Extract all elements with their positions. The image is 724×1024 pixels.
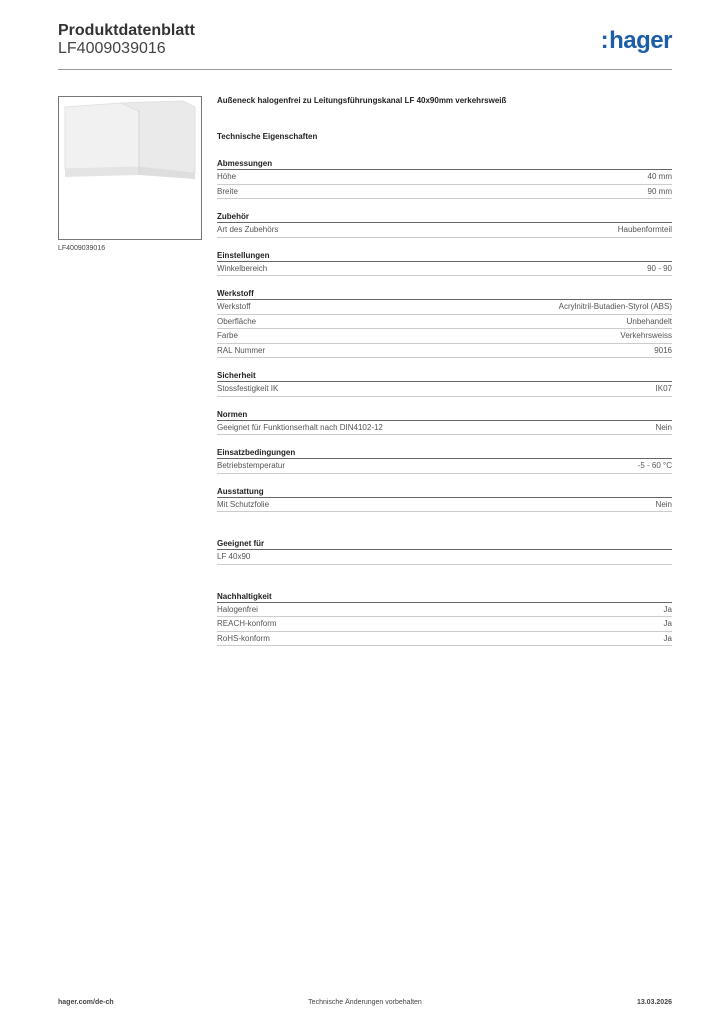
spec-label: Farbe [217,331,238,340]
suitable-for-section [217,538,672,565]
spec-value: Nein [655,499,672,509]
spec-label: Betriebstemperatur [217,461,286,470]
spec-label: LF 40x90 [217,552,251,561]
section-heading: Normen [217,409,672,421]
footer-date: 13.03.2026 [636,999,672,1006]
image-caption: LF4009039016 [58,245,106,252]
spec-value: 9016 [654,345,672,355]
product-image-illustration [59,97,201,239]
spec-value: 90 mm [647,186,672,196]
spec-value: Nein [655,422,672,432]
spec-label: Mit Schutzfolie [217,499,270,509]
section-heading: Geeignet für [217,538,672,550]
spec-label: REACH-konform [217,619,277,628]
section-heading: Sicherheit [217,370,672,382]
logo-text: hager [609,27,672,54]
section-heading: Einstellungen [217,250,672,262]
spec-row [217,382,672,397]
spec-row [217,315,672,330]
footer-website: hager.com/de-ch [58,999,114,1006]
section-heading: Zubehör [217,211,672,223]
spec-row [217,300,672,315]
spec-row [217,223,672,238]
spec-value: Acrylnitril-Butadien-Styrol (ABS) [558,302,672,311]
spec-row [217,603,672,618]
spec-section [217,250,672,277]
spec-label: Werkstoff [217,302,251,311]
spec-row [217,170,672,185]
spec-section [217,288,672,358]
spec-label: Art des Zubehörs [217,225,279,234]
spec-label: Halogenfrei [217,604,258,614]
logo-colon: : [600,27,609,54]
spec-label: RoHS-konform [217,633,270,643]
spec-value: Unbehandelt [626,316,672,326]
section-spacer [217,524,672,538]
spec-label: Geeignet für Funktionserhalt nach DIN4102-12 [217,422,383,432]
spec-value: 40 mm [647,172,672,181]
spec-value: IK07 [655,384,672,393]
hager-logo [601,27,672,55]
product-description: Außeneck halogenfrei zu Leitungsführungskanal LF 40x90mm verkehrsweiß [217,96,507,105]
spec-section [217,158,672,199]
spec-label: Oberfläche [217,316,257,326]
specification-content [217,96,672,658]
footer-disclaimer: Technische Änderungen vorbehalten [308,999,422,1006]
section-spacer [217,577,672,591]
page-header [58,20,672,68]
spec-row [217,550,672,565]
spec-row [217,344,672,359]
spec-label: Winkelbereich [217,263,268,273]
spec-section [217,370,672,397]
spec-row [217,185,672,200]
spec-label: Höhe [217,172,237,181]
section-heading: Werkstoff [217,288,672,300]
spec-row [217,459,672,474]
spec-label: Breite [217,186,238,196]
spec-value: Verkehrsweiss [620,331,672,340]
spec-row [217,498,672,513]
spec-value: Ja [663,604,672,614]
section-heading: Nachhaltigkeit [217,591,672,603]
section-heading: Ausstattung [217,486,672,498]
spec-section [217,486,672,513]
spec-section [217,591,672,647]
spec-row [217,421,672,436]
document-article-number: LF4009039016 [58,40,166,57]
properties-sections [217,158,672,512]
spec-row [217,632,672,647]
sustainability-section [217,591,672,647]
document-title: Produktdatenblatt [58,22,195,39]
spec-section [217,538,672,565]
spec-row [217,329,672,344]
spec-row [217,262,672,277]
section-heading: Einsatzbedingungen [217,447,672,459]
spec-value: 90 - 90 [647,263,672,273]
product-image [58,96,202,240]
technical-properties-heading: Technische Eigenschaften [217,132,318,141]
spec-label: Stossfestigkeit IK [217,384,279,393]
spec-label: RAL Nummer [217,345,266,355]
spec-value: Haubenformteil [617,225,672,234]
header-divider [58,69,672,70]
spec-section [217,211,672,238]
spec-value: Ja [663,633,672,643]
spec-section [217,409,672,436]
spec-value: -5 - 60 °C [637,461,672,470]
section-heading: Abmessungen [217,158,672,170]
spec-row [217,617,672,632]
spec-value: Ja [663,619,672,628]
spec-section [217,447,672,474]
